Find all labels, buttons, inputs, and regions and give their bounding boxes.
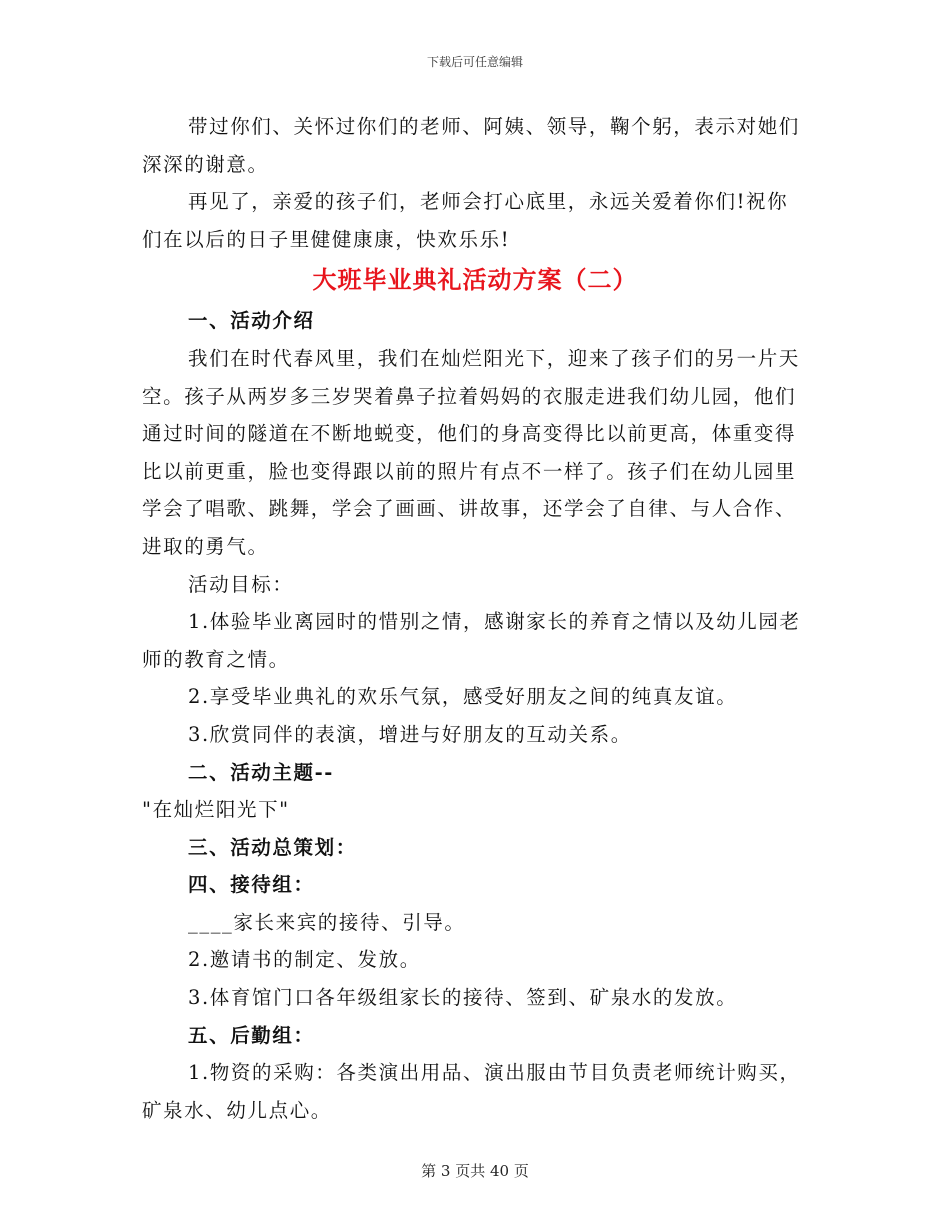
document-title: 大班毕业典礼活动方案（二） [312,265,638,295]
page-footer: 第 3 页共 40 页 [421,1162,529,1180]
page-header: 下载后可任意编辑 [426,55,523,69]
section-heading-4: 四、接待组： [188,873,315,897]
section-heading-2: 二、活动主题-- [188,760,334,784]
section-heading-1: 一、活动介绍 [188,309,315,333]
list-item: 1.物资的采购：各类演出用品、演出服由节目负责老师统计购买，矿泉水、幼儿点心。 [142,1061,801,1122]
list-item: 1.体验毕业离园时的惜别之情，感谢家长的养育之情以及幼儿园老师的教育之情。 [142,610,801,671]
list-item: 2.邀请书的制定、发放。 [188,948,421,972]
section-heading-5: 五、后勤组： [188,1023,315,1047]
theme-text: "在灿烂阳光下" [142,798,290,822]
goals-label: 活动目标： [188,572,294,596]
paragraph: 我们在时代春风里，我们在灿烂阳光下，迎来了孩子们的另一片天空。孩子从两岁多三岁哭着鼻子拉着妈妈的衣服走进我们幼儿园，他们通过时间的隧道在不断地蜕变，他们的身高变得比以前更高，体重变得比以前更重，脸也变得跟以前的照片有点不一样了。孩子们在幼儿园里学会了唱歌、跳舞，学会了画画、讲故事，还学会了自律、与人合作、进取的勇气。 [142,346,800,558]
section-heading-3: 三、活动总策划： [188,835,357,859]
paragraph: 再见了，亲爱的孩子们，老师会打心底里，永远关爱着你们!祝你们在以后的日子里健健康康，快欢乐乐! [142,190,789,251]
document-body [142,108,808,1129]
list-item: 3.体育馆门口各年级组家长的接待、签到、矿泉水的发放。 [188,986,738,1010]
list-item: 2.享受毕业典礼的欢乐气氛，感受好朋友之间的纯真友谊。 [188,685,738,709]
list-item: 3.欣赏同伴的表演，增进与好朋友的互动关系。 [188,722,632,746]
paragraph: 带过你们、关怀过你们的老师、阿姨、领导，鞠个躬，表示对她们深深的谢意。 [142,115,800,176]
list-item: ____家长来宾的接待、引导。 [188,910,466,934]
